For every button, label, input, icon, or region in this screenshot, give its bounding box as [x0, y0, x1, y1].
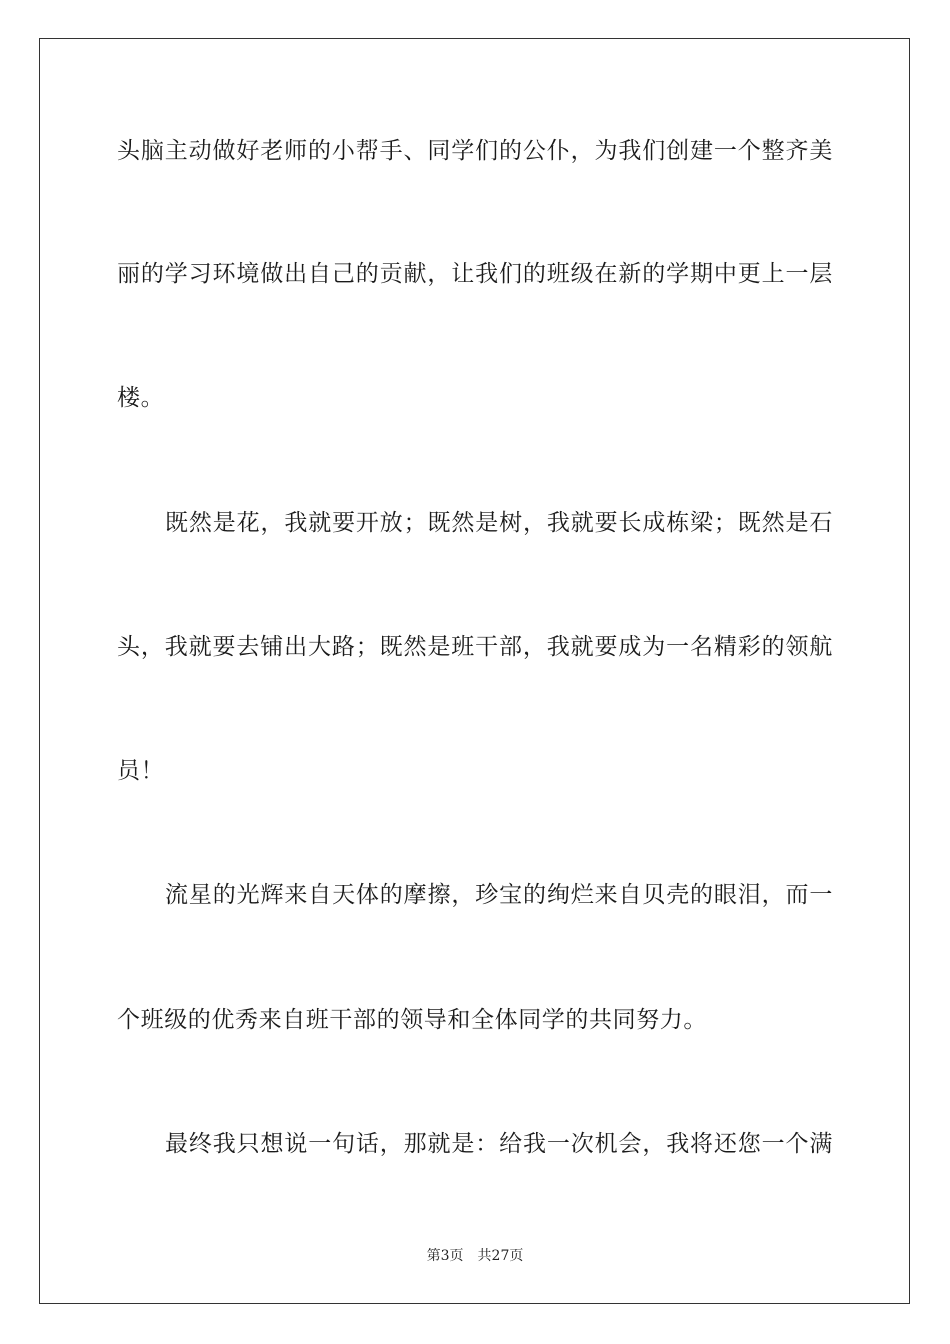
- page-total: 共27页: [477, 1248, 524, 1264]
- text-line-1: 头脑主动做好老师的小帮手、同学们的公仆，为我们创建一个整齐美: [117, 138, 833, 164]
- page-frame: [39, 38, 910, 1304]
- text-line-8: 个班级的优秀来自班干部的领导和全体同学的共同努力。: [117, 1007, 707, 1033]
- text-line-9: 最终我只想说一句话，那就是：给我一次机会，我将还您一个满: [165, 1131, 833, 1157]
- text-line-6: 员！: [117, 758, 165, 784]
- text-line-5: 头，我就要去铺出大路；既然是班干部，我就要成为一名精彩的领航: [117, 634, 833, 660]
- page-number: 第3页: [426, 1248, 464, 1264]
- text-line-3: 楼。: [117, 385, 165, 411]
- page-footer: [0, 1245, 950, 1265]
- text-line-2: 丽的学习环境做出自己的贡献，让我们的班级在新的学期中更上一层: [117, 261, 833, 287]
- text-line-4: 既然是花，我就要开放；既然是树，我就要长成栋梁；既然是石: [165, 510, 833, 536]
- text-line-7: 流星的光辉来自天体的摩擦，珍宝的绚烂来自贝壳的眼泪，而一: [165, 882, 833, 908]
